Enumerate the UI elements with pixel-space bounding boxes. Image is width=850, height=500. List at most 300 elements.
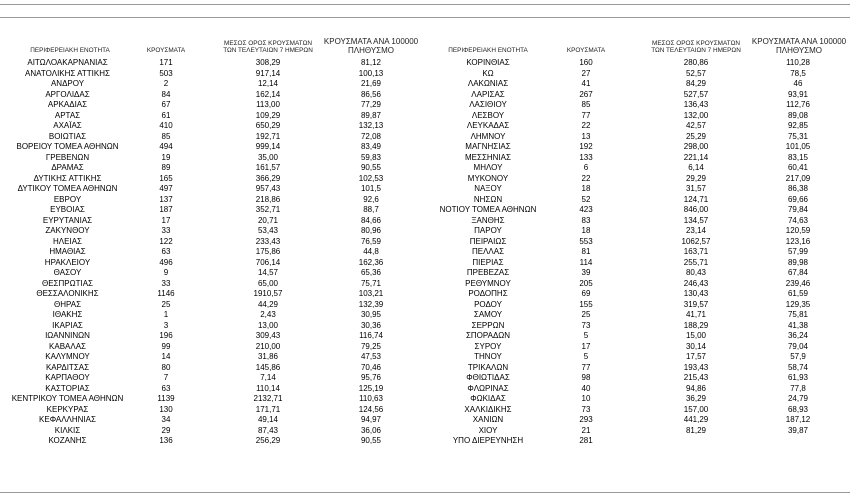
table-row <box>0 342 850 353</box>
left-region-cell: ΗΛΕΙΑΣ <box>53 236 82 246</box>
left-avg7d-cell: 65,00 <box>257 278 279 288</box>
right-avg7d-cell: 30,14 <box>685 341 707 351</box>
right-avg7d-cell: 134,57 <box>683 215 709 225</box>
left-region-cell: ΑΝΑΤΟΛΙΚΗΣ ΑΤΤΙΚΗΣ <box>25 68 110 78</box>
left-region-cell: ΕΒΡΟΥ <box>53 194 82 204</box>
left-avg7d-cell: 7,14 <box>260 373 276 382</box>
header-cases-left: ΚΡΟΥΣΜΑΤΑ <box>146 47 186 54</box>
right-per100k-cell: 239,46 <box>785 278 811 288</box>
right-cases-cell: 205 <box>579 278 593 288</box>
right-avg7d-cell: 17,57 <box>685 352 707 361</box>
left-per100k-cell: 95,76 <box>360 373 382 382</box>
table-row <box>0 142 850 153</box>
right-cases-cell: 267 <box>579 89 593 99</box>
left-cases-cell: 130 <box>159 404 173 414</box>
left-per100k-cell: 21,69 <box>360 79 382 88</box>
table-row <box>0 216 850 227</box>
right-per100k-cell: 129,35 <box>785 299 811 309</box>
table-row <box>0 426 850 437</box>
left-cases-cell: 80 <box>161 362 171 372</box>
left-per100k-cell: 89,87 <box>360 110 382 120</box>
left-avg7d-cell: 218,86 <box>255 194 281 204</box>
table-row <box>0 184 850 195</box>
left-avg7d-cell: 110,14 <box>256 383 280 393</box>
left-cases-cell: 63 <box>161 383 171 393</box>
right-region-cell: ΦΛΩΡΙΝΑΣ <box>467 383 509 393</box>
right-per100k-cell: 92,85 <box>787 121 809 130</box>
right-avg7d-cell: 41,71 <box>685 310 707 319</box>
left-avg7d-cell: 352,71 <box>255 205 281 214</box>
right-cases-cell: 17 <box>581 341 591 351</box>
left-per100k-cell: 72,08 <box>360 131 382 141</box>
right-cases-cell: 77 <box>581 362 591 372</box>
right-cases-cell: 155 <box>579 299 593 309</box>
header-avg-line2: ΤΩΝ ΤΕΛΕΥΤΑΙΩΝ 7 ΗΜΕΡΩΝ <box>223 47 313 54</box>
left-cases-cell: 171 <box>159 58 173 67</box>
right-per100k-cell: 39,87 <box>787 425 809 435</box>
right-region-cell: ΛΗΜΝΟΥ <box>470 131 506 141</box>
left-per100k-cell: 90,55 <box>360 163 382 172</box>
left-cases-cell: 1 <box>163 310 169 319</box>
right-per100k-cell: 89,08 <box>787 110 809 120</box>
left-avg7d-cell: 12,14 <box>257 79 279 88</box>
right-per100k-cell: 75,31 <box>787 131 809 141</box>
right-cases-cell: 423 <box>579 205 593 214</box>
left-per100k-cell: 36,06 <box>360 425 382 435</box>
right-avg7d-cell: 188,29 <box>683 320 709 330</box>
table-row <box>0 352 850 363</box>
right-avg7d-cell: 132,00 <box>683 110 709 120</box>
right-cases-cell: 77 <box>581 110 591 120</box>
right-avg7d-cell: 221,14 <box>683 152 709 162</box>
left-cases-cell: 165 <box>159 173 173 183</box>
left-avg7d-cell: 256,29 <box>255 436 281 445</box>
left-per100k-cell: 59,83 <box>360 152 382 162</box>
left-per100k-cell: 125,19 <box>358 383 384 393</box>
left-avg7d-cell: 957,43 <box>255 184 281 193</box>
left-region-cell: ΑΡΚΑΔΙΑΣ <box>47 100 88 109</box>
left-cases-cell: 25 <box>161 299 171 309</box>
left-region-cell: ΘΗΡΑΣ <box>53 299 82 309</box>
left-per100k-cell: 77,29 <box>360 100 382 109</box>
left-per100k-cell: 90,55 <box>360 436 382 445</box>
left-per100k-cell: 102,53 <box>358 173 384 183</box>
right-cases-cell: 293 <box>579 415 593 424</box>
right-avg7d-cell: 163,71 <box>683 247 709 256</box>
left-cases-cell: 494 <box>159 142 173 151</box>
right-region-cell: ΡΕΘΥΜΝΟΥ <box>465 278 511 288</box>
table-row <box>0 79 850 90</box>
right-region-cell: ΦΩΚΙΔΑΣ <box>470 394 506 403</box>
right-cases-cell: 41 <box>581 79 591 88</box>
left-per100k-cell: 124,56 <box>358 404 384 414</box>
left-cases-cell: 136 <box>159 436 173 445</box>
table-row <box>0 310 850 321</box>
right-per100k-cell: 57,99 <box>787 247 809 256</box>
header-avg-right <box>646 40 746 54</box>
right-region-cell: ΝΑΞΟΥ <box>474 184 502 193</box>
left-region-cell: ΙΩΑΝΝΙΝΩΝ <box>45 331 90 340</box>
table-row <box>0 153 850 164</box>
header-per-line2: ΠΛΗΘΥΣΜΟ <box>347 45 395 55</box>
header-per-line2: ΠΛΗΘΥΣΜΟ <box>775 45 823 55</box>
right-avg7d-cell: 42,57 <box>685 121 707 130</box>
left-cases-cell: 85 <box>161 131 171 141</box>
header-per-line1: ΚΡΟΥΣΜΑΤΑ ΑΝΑ 100000 <box>323 37 419 46</box>
left-avg7d-cell: 308,29 <box>255 58 281 67</box>
bottom-rule <box>0 492 850 493</box>
right-cases-cell: 52 <box>581 194 591 204</box>
left-avg7d-cell: 2,43 <box>260 310 276 319</box>
left-per100k-cell: 65,36 <box>360 268 382 277</box>
left-cases-cell: 1146 <box>157 289 175 298</box>
right-region-cell: ΛΑΡΙΣΑΣ <box>471 89 505 99</box>
left-cases-cell: 29 <box>161 425 171 435</box>
left-region-cell: ΑΝΔΡΟΥ <box>50 79 85 88</box>
left-region-cell: ΚΙΛΚΙΣ <box>54 425 81 435</box>
left-avg7d-cell: 113,00 <box>256 100 280 109</box>
left-avg7d-cell: 49,14 <box>257 415 279 424</box>
left-avg7d-cell: 162,14 <box>255 89 281 99</box>
left-region-cell: ΚΟΖΑΝΗΣ <box>48 436 87 445</box>
left-per100k-cell: 83,49 <box>360 142 382 151</box>
right-region-cell: ΧΙΟΥ <box>478 425 498 435</box>
right-per100k-cell: 61,59 <box>787 289 809 298</box>
right-avg7d-cell: 136,43 <box>683 100 709 109</box>
left-region-cell: ΔΥΤΙΚΟΥ ΤΟΜΕΑ ΑΘΗΝΩΝ <box>17 184 118 193</box>
right-region-cell: ΦΘΙΩΤΙΔΑΣ <box>466 373 510 382</box>
right-per100k-cell: 79,84 <box>787 205 809 214</box>
right-per100k-cell: 217,09 <box>785 173 811 183</box>
right-per100k-cell: 187,12 <box>785 415 811 424</box>
left-per100k-cell: 75,71 <box>360 278 382 288</box>
right-avg7d-cell: 255,71 <box>683 257 709 267</box>
right-cases-cell: 69 <box>581 289 591 298</box>
left-avg7d-cell: 309,43 <box>255 331 281 340</box>
header-per100k-left <box>322 38 420 55</box>
right-avg7d-cell: 52,57 <box>685 68 707 78</box>
left-per100k-cell: 86,56 <box>360 89 382 99</box>
table-row <box>0 331 850 342</box>
right-region-cell: ΚΟΡΙΝΘΙΑΣ <box>466 58 510 67</box>
left-cases-cell: 137 <box>159 194 173 204</box>
left-per100k-cell: 84,66 <box>360 215 382 225</box>
table-row <box>0 405 850 416</box>
left-cases-cell: 34 <box>161 415 171 424</box>
right-cases-cell: 133 <box>579 152 593 162</box>
left-per100k-cell: 101,5 <box>360 184 382 193</box>
left-region-cell: ΑΧΑΪΑΣ <box>53 121 82 130</box>
header-per100k-right <box>748 38 850 55</box>
left-cases-cell: 196 <box>159 331 173 340</box>
left-cases-cell: 1139 <box>157 394 175 403</box>
right-region-cell: ΝΟΤΙΟΥ ΤΟΜΕΑ ΑΘΗΝΩΝ <box>439 205 537 214</box>
right-cases-cell: 553 <box>579 236 593 246</box>
right-region-cell: ΣΥΡΟΥ <box>474 341 502 351</box>
table-row <box>0 111 850 122</box>
left-avg7d-cell: 87,43 <box>257 425 279 435</box>
table-row <box>0 247 850 258</box>
right-region-cell: ΧΑΝΙΩΝ <box>472 415 504 424</box>
left-cases-cell: 410 <box>159 121 173 130</box>
right-per100k-cell: 101,05 <box>785 142 811 151</box>
right-avg7d-cell: 84,29 <box>685 79 707 88</box>
right-per100k-cell: 112,76 <box>786 100 810 109</box>
table-row <box>0 90 850 101</box>
header-avg-line1: ΜΕΣΟΣ ΟΡΟΣ ΚΡΟΥΣΜΑΤΩΝ <box>224 40 312 47</box>
table-row <box>0 321 850 332</box>
left-region-cell: ΚΑΡΔΙΤΣΑΣ <box>45 362 90 372</box>
left-avg7d-cell: 233,43 <box>255 236 281 246</box>
left-per100k-cell: 30,95 <box>360 310 382 319</box>
left-avg7d-cell: 171,71 <box>255 404 281 414</box>
top-rule <box>0 4 850 5</box>
right-region-cell: ΝΗΣΩΝ <box>473 194 503 204</box>
right-cases-cell: 18 <box>581 184 591 193</box>
table-row <box>0 384 850 395</box>
table-row <box>0 300 850 311</box>
right-per100k-cell: 123,16 <box>785 236 811 246</box>
table-row <box>0 289 850 300</box>
left-avg7d-cell: 145,86 <box>255 362 281 372</box>
right-region-cell: ΥΠΟ ΔΙΕΡΕΥΝΗΣΗ <box>452 436 524 445</box>
left-avg7d-cell: 650,29 <box>255 121 281 130</box>
left-per100k-cell: 80,96 <box>360 226 382 235</box>
left-per100k-cell: 92,6 <box>363 194 379 204</box>
header-avg-left <box>218 40 318 54</box>
left-cases-cell: 84 <box>161 89 171 99</box>
right-region-cell: ΜΥΚΟΝΟΥ <box>467 173 509 183</box>
right-avg7d-cell: 124,71 <box>683 194 709 204</box>
left-per100k-cell: 110,63 <box>359 394 383 403</box>
table-row <box>0 205 850 216</box>
left-cases-cell: 497 <box>159 184 173 193</box>
right-avg7d-cell: 15,00 <box>685 331 707 340</box>
left-per100k-cell: 44,8 <box>363 247 379 256</box>
right-avg7d-cell: 246,43 <box>683 278 709 288</box>
right-region-cell: ΣΑΜΟΥ <box>473 310 503 319</box>
table-row <box>0 174 850 185</box>
right-region-cell: ΛΑΚΩΝΙΑΣ <box>467 79 509 88</box>
right-cases-cell: 85 <box>581 100 591 109</box>
header-per-line1: ΚΡΟΥΣΜΑΤΑ ΑΝΑ 100000 <box>751 37 847 46</box>
header-cases-right: ΚΡΟΥΣΜΑΤΑ <box>566 47 606 54</box>
right-region-cell: ΜΗΛΟΥ <box>473 163 503 172</box>
right-region-cell: ΚΩ <box>482 68 494 78</box>
right-cases-cell: 6 <box>583 163 589 172</box>
cases-table-body <box>0 58 850 447</box>
right-avg7d-cell: 1062,57 <box>681 236 711 246</box>
left-region-cell: ΔΡΑΜΑΣ <box>51 163 84 172</box>
right-per100k-cell: 46 <box>793 79 803 88</box>
table-header <box>0 37 850 57</box>
right-region-cell: ΡΟΔΟΠΗΣ <box>468 289 508 298</box>
right-cases-cell: 27 <box>581 68 591 78</box>
right-per100k-cell: 89,98 <box>787 257 809 267</box>
right-cases-cell: 40 <box>581 383 591 393</box>
left-cases-cell: 61 <box>161 110 171 120</box>
table-row <box>0 415 850 426</box>
table-row <box>0 279 850 290</box>
left-avg7d-cell: 20,71 <box>257 215 279 225</box>
table-row <box>0 394 850 405</box>
left-region-cell: ΗΡΑΚΛΕΙΟΥ <box>44 257 91 267</box>
left-per100k-cell: 132,13 <box>358 121 384 130</box>
right-avg7d-cell: 81,29 <box>685 425 707 435</box>
left-avg7d-cell: 706,14 <box>255 257 281 267</box>
table-row <box>0 237 850 248</box>
right-avg7d-cell: 846,00 <box>683 205 709 214</box>
left-avg7d-cell: 366,29 <box>255 173 281 183</box>
right-region-cell: ΡΟΔΟΥ <box>474 299 502 309</box>
left-region-cell: ΘΑΣΟΥ <box>53 268 82 277</box>
left-per100k-cell: 94,97 <box>360 415 382 424</box>
right-region-cell: ΠΡΕΒΕΖΑΣ <box>466 268 510 277</box>
right-region-cell: ΛΕΣΒΟΥ <box>471 110 505 120</box>
right-region-cell: ΤΗΝΟΥ <box>474 352 502 361</box>
right-avg7d-cell: 130,43 <box>683 289 709 298</box>
left-cases-cell: 503 <box>159 68 173 78</box>
left-region-cell: ΚΕΝΤΡΙΚΟΥ ΤΟΜΕΑ ΑΘΗΝΩΝ <box>11 394 124 403</box>
left-avg7d-cell: 917,14 <box>255 68 281 78</box>
right-cases-cell: 81 <box>581 247 591 256</box>
left-cases-cell: 9 <box>163 268 169 277</box>
right-avg7d-cell: 215,43 <box>683 373 709 382</box>
right-avg7d-cell: 298,00 <box>683 142 709 151</box>
right-per100k-cell: 74,63 <box>787 215 809 225</box>
left-avg7d-cell: 1910,57 <box>253 289 283 298</box>
left-per100k-cell: 70,46 <box>360 362 382 372</box>
left-cases-cell: 14 <box>161 352 171 361</box>
left-cases-cell: 67 <box>161 100 171 109</box>
left-region-cell: ΔΥΤΙΚΗΣ ΑΤΤΙΚΗΣ <box>33 173 102 183</box>
left-region-cell: ΘΕΣΠΡΩΤΙΑΣ <box>42 278 93 288</box>
left-avg7d-cell: 53,43 <box>257 226 279 235</box>
right-avg7d-cell: 193,43 <box>683 362 709 372</box>
right-cases-cell: 73 <box>581 404 591 414</box>
table-row <box>0 195 850 206</box>
left-cases-cell: 33 <box>161 226 171 235</box>
top-rule-secondary <box>0 17 850 18</box>
right-cases-cell: 192 <box>579 142 593 151</box>
left-cases-cell: 3 <box>163 320 169 330</box>
right-per100k-cell: 36,24 <box>787 331 809 340</box>
table-row <box>0 58 850 69</box>
left-region-cell: ΓΡΕΒΕΝΩΝ <box>45 152 90 162</box>
right-per100k-cell: 78,5 <box>790 68 806 78</box>
left-region-cell: ΑΡΤΑΣ <box>54 110 81 120</box>
left-cases-cell: 496 <box>159 257 173 267</box>
left-region-cell: ΚΕΡΚΥΡΑΣ <box>46 404 89 414</box>
left-region-cell: ΒΟΡΕΙΟΥ ΤΟΜΕΑ ΑΘΗΝΩΝ <box>16 142 119 151</box>
table-row <box>0 373 850 384</box>
left-per100k-cell: 162,36 <box>358 257 384 267</box>
header-avg-line1: ΜΕΣΟΣ ΟΡΟΣ ΚΡΟΥΣΜΑΤΩΝ <box>652 40 740 47</box>
right-avg7d-cell: 23,14 <box>685 226 707 235</box>
right-per100k-cell: 79,04 <box>787 341 809 351</box>
right-cases-cell: 39 <box>581 268 591 277</box>
left-avg7d-cell: 999,14 <box>255 142 281 151</box>
left-region-cell: ΙΚΑΡΙΑΣ <box>52 320 83 330</box>
left-region-cell: ΚΑΣΤΟΡΙΑΣ <box>45 383 90 393</box>
right-avg7d-cell: 31,57 <box>685 184 707 193</box>
left-cases-cell: 63 <box>161 247 171 256</box>
left-cases-cell: 2 <box>163 79 169 88</box>
right-avg7d-cell: 441,29 <box>683 415 709 424</box>
left-region-cell: ΚΑΛΥΜΝΟΥ <box>45 352 90 361</box>
right-region-cell: ΞΑΝΘΗΣ <box>471 215 505 225</box>
right-avg7d-cell: 319,57 <box>683 299 709 309</box>
table-row <box>0 436 850 447</box>
left-per100k-cell: 76,59 <box>360 236 382 246</box>
right-cases-cell: 18 <box>581 226 591 235</box>
right-per100k-cell: 60,41 <box>787 163 809 172</box>
left-per100k-cell: 132,39 <box>358 299 384 309</box>
table-row <box>0 226 850 237</box>
right-region-cell: ΧΑΛΚΙΔΙΚΗΣ <box>464 404 512 414</box>
right-region-cell: ΠΙΕΡΙΑΣ <box>472 257 504 267</box>
left-avg7d-cell: 14,57 <box>257 268 279 277</box>
left-cases-cell: 33 <box>161 278 171 288</box>
left-region-cell: ΚΕΦΑΛΛΗΝΙΑΣ <box>39 415 96 424</box>
left-per100k-cell: 47,53 <box>360 352 382 361</box>
left-region-cell: ΚΑΒΑΛΑΣ <box>49 341 86 351</box>
header-avg-line2: ΤΩΝ ΤΕΛΕΥΤΑΙΩΝ 7 ΗΜΕΡΩΝ <box>651 47 741 54</box>
table-row <box>0 100 850 111</box>
right-cases-cell: 114 <box>579 257 593 267</box>
right-per100k-cell: 68,93 <box>787 404 809 414</box>
left-per100k-cell: 116,74 <box>359 331 383 340</box>
right-cases-cell: 22 <box>581 121 591 130</box>
right-region-cell: ΠΑΡΟΥ <box>474 226 502 235</box>
right-cases-cell: 5 <box>583 331 589 340</box>
right-avg7d-cell: 6,14 <box>688 163 704 172</box>
left-cases-cell: 89 <box>161 163 171 172</box>
right-region-cell: ΛΕΥΚΑΔΑΣ <box>466 121 510 130</box>
right-region-cell: ΠΕΙΡΑΙΩΣ <box>469 236 507 246</box>
left-region-cell: ΒΟΙΩΤΙΑΣ <box>48 131 87 141</box>
left-region-cell: ΚΑΡΠΑΘΟΥ <box>45 373 90 382</box>
right-per100k-cell: 69,66 <box>787 194 809 204</box>
right-avg7d-cell: 25,29 <box>685 131 707 141</box>
left-avg7d-cell: 109,29 <box>255 110 281 120</box>
right-per100k-cell: 58,74 <box>787 362 809 372</box>
right-per100k-cell: 24,79 <box>787 394 809 403</box>
right-cases-cell: 98 <box>581 373 591 382</box>
left-avg7d-cell: 175,86 <box>255 247 281 256</box>
right-per100k-cell: 57,9 <box>790 352 806 361</box>
right-region-cell: ΣΕΡΡΩΝ <box>471 320 505 330</box>
right-per100k-cell: 110,28 <box>786 58 810 67</box>
left-region-cell: ΑΙΤΩΛΟΑΚΑΡΝΑΝΙΑΣ <box>27 58 108 67</box>
right-region-cell: ΛΑΣΙΘΙΟΥ <box>469 100 507 109</box>
left-avg7d-cell: 44,29 <box>257 299 279 309</box>
table-row <box>0 163 850 174</box>
right-cases-cell: 83 <box>581 215 591 225</box>
left-avg7d-cell: 31,86 <box>257 352 279 361</box>
right-cases-cell: 13 <box>581 131 591 141</box>
right-region-cell: ΜΕΣΣΗΝΙΑΣ <box>465 152 511 162</box>
left-cases-cell: 7 <box>163 373 169 382</box>
right-avg7d-cell: 80,43 <box>685 268 707 277</box>
header-region-left: ΠΕΡΙΦΕΡΕΙΑΚΗ ΕΝΟΤΗΤΑ <box>30 47 110 54</box>
left-per100k-cell: 81,12 <box>360 58 382 67</box>
right-per100k-cell: 120,59 <box>785 226 811 235</box>
right-per100k-cell: 67,84 <box>787 268 809 277</box>
left-avg7d-cell: 192,71 <box>255 131 281 141</box>
right-avg7d-cell: 29,29 <box>685 173 707 183</box>
left-cases-cell: 122 <box>159 236 173 246</box>
